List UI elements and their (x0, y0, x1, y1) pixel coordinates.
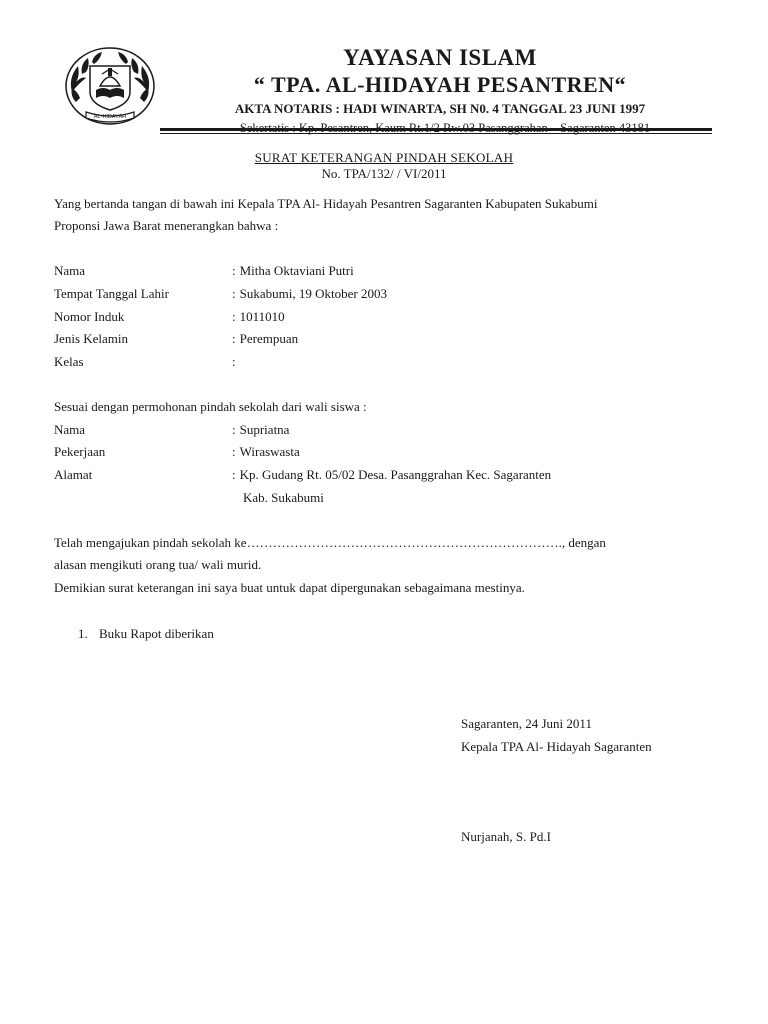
letterhead-rule-thin (160, 133, 712, 134)
org-name: YAYASAN ISLAM (343, 45, 537, 70)
list-item: Buku Rapot diberikan (99, 626, 214, 641)
letterhead-rule-thick (160, 128, 712, 131)
field-label: Tempat Tanggal Lahir (54, 286, 169, 301)
intro-line-1: Yang bertanda tangan di bawah ini Kepala TPA Al- Hidayah Pesantren Sagaranten Kabupaten Sukabumi (54, 196, 598, 211)
signer-position: Kepala TPA Al- Hidayah Sagaranten (461, 739, 652, 754)
letter-title (0, 150, 768, 182)
letter-heading: SURAT KETERANGAN PINDAH SEKOLAH (254, 150, 514, 165)
letterhead (160, 44, 720, 136)
field-value: : (232, 354, 236, 369)
list-item-number: 1. (78, 626, 88, 641)
field-value: : Wiraswasta (232, 444, 300, 459)
field-value: : Supriatna (232, 422, 290, 437)
field-label: Nama (54, 263, 86, 278)
field-label: Kelas (54, 354, 84, 369)
guardian-address-line-2: Kab. Sukabumi (243, 490, 324, 505)
body-line-1: Telah mengajukan pindah sekolah ke………………………………………………………………., dengan (54, 535, 606, 550)
notary-deed: AKTA NOTARIS : HADI WINARTA, SH N0. 4 TANGGAL 23 JUNI 1997 (234, 101, 646, 116)
intro-line-2: Proponsi Jawa Barat menerangkan bahwa : (54, 218, 279, 233)
body-line-2: alasan mengikuti orang tua/ wali murid. (54, 557, 262, 572)
field-value: : Sukabumi, 19 Oktober 2003 (232, 286, 387, 301)
field-value: : 1011010 (232, 309, 285, 324)
logo-ribbon-text: AL-HIDAYAH (93, 114, 127, 120)
field-label: Pekerjaan (54, 444, 106, 459)
field-label: Jenis Kelamin (54, 331, 129, 346)
foundation-emblem-icon (62, 44, 158, 128)
guardian-intro: Sesuai dengan permohonan pindah sekolah dari wali siswa : (54, 399, 367, 414)
org-subname: “ TPA. AL-HIDAYAH PESANTREN“ (253, 72, 627, 97)
field-value: : Perempuan (232, 331, 299, 346)
field-label: Nomor Induk (54, 309, 125, 324)
field-label: Alamat (54, 467, 93, 482)
body-line-3: Demikian surat keterangan ini saya buat untuk dapat dipergunakan sebagaimana mestinya. (54, 580, 525, 595)
place-date: Sagaranten, 24 Juni 2011 (461, 716, 592, 731)
field-label: Nama (54, 422, 86, 437)
letter-number: No. TPA/132/ / VI/2011 (321, 166, 447, 181)
field-value: : Kp. Gudang Rt. 05/02 Desa. Pasanggrahan Kec. Sagaranten (232, 467, 552, 482)
field-value: : Mitha Oktaviani Putri (232, 263, 354, 278)
signer-name: Nurjanah, S. Pd.I (461, 829, 551, 844)
